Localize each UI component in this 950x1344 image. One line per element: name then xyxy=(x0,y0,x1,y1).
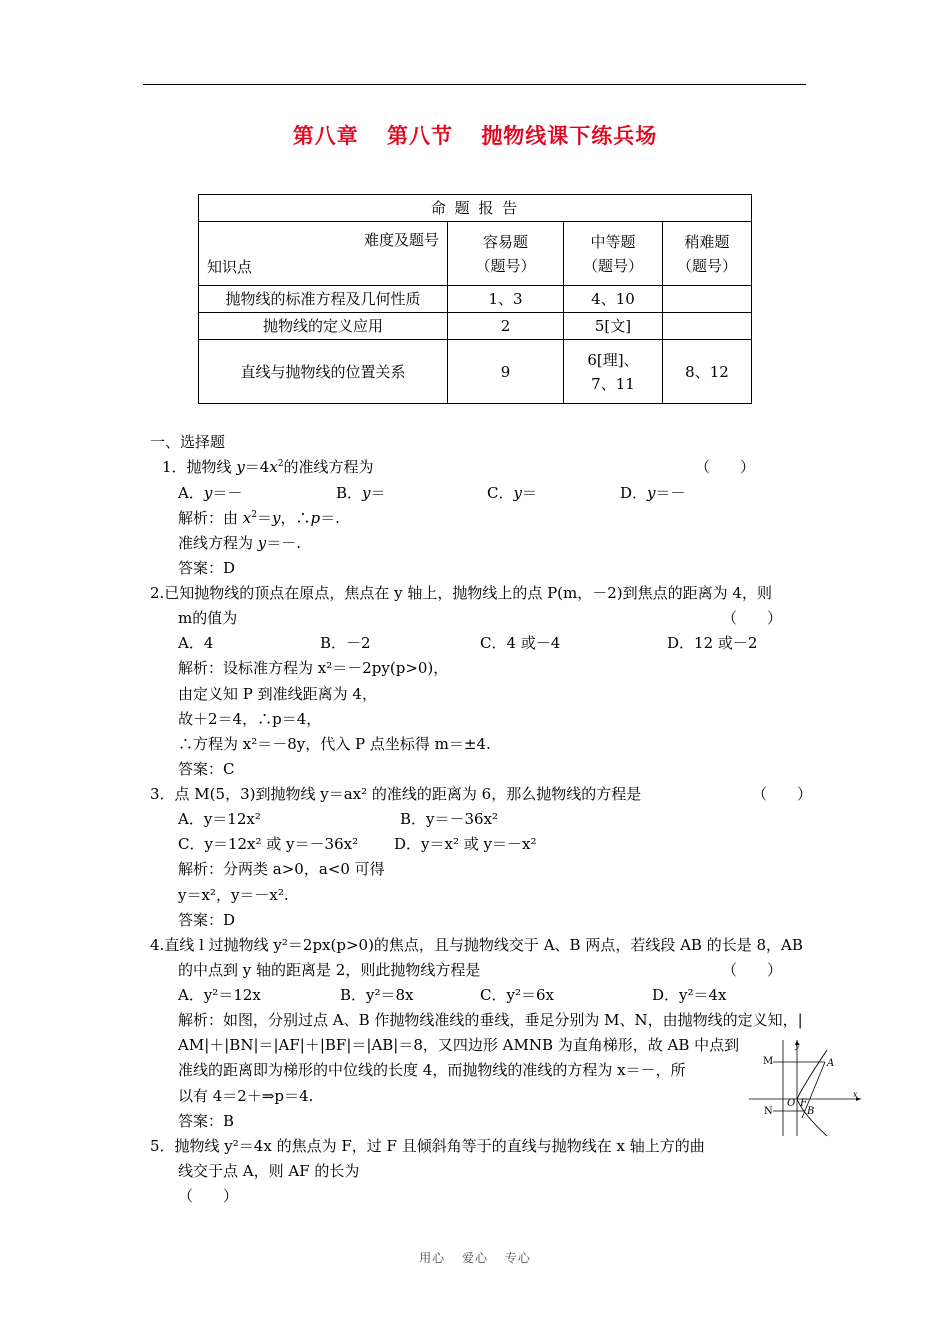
q2-solution-2: 由定义知 P 到准线距离为 4， xyxy=(178,685,377,703)
row-easy: 1、3 xyxy=(448,286,564,313)
footer-word-1: 用心 xyxy=(419,1251,446,1265)
col-easy-line2: （题号） xyxy=(475,256,536,275)
q4-option-c: C．y²＝6x xyxy=(480,986,554,1004)
q3-option-d: D．y＝x² 或 y＝－x² xyxy=(394,835,537,853)
label-b: B xyxy=(807,1106,815,1117)
section-title: 一、选择题 xyxy=(150,433,226,451)
q4-parabola-figure xyxy=(745,1036,865,1140)
q1-opt-b-label: B． xyxy=(336,484,363,502)
q4-option-b: B．y²＝8x xyxy=(340,986,414,1004)
row-hard: 8、12 xyxy=(663,340,752,404)
q3-bracket: （ ） xyxy=(752,785,813,803)
q3-option-b: B．y＝－36x² xyxy=(400,810,499,828)
row-medium: 5[文] xyxy=(564,313,663,340)
table-row xyxy=(199,340,752,404)
q4-solution-4: 以有 4＝2＋⇒p＝4. xyxy=(178,1087,314,1105)
q1-stem-b: ＝4 xyxy=(244,458,270,476)
q1-solution-1: 解析：由 $x^2=y$，∴p＝. xyxy=(178,509,340,527)
q2-answer: 答案：C xyxy=(178,760,235,778)
q3-option-c: C．y＝12x² 或 y＝－36x² xyxy=(178,835,359,853)
q1-opt-b-var: y xyxy=(362,484,371,502)
q1-stem-sup: 2 xyxy=(277,459,284,469)
q3-answer: 答案：D xyxy=(178,911,236,929)
q3-stem: 3．点 M(5，3)到抛物线 y＝ax² 的准线的距离为 6，那么抛物线的方程是 xyxy=(150,785,642,803)
q1-option-b xyxy=(336,483,386,503)
row-hard xyxy=(663,313,752,340)
q1-opt-a-var: y xyxy=(203,484,213,502)
q4-solution-1: 解析：如图，分别过点 A、B 作抛物线准线的垂线，垂足分别为 M、N，由抛物线的定义知，| xyxy=(178,1011,803,1029)
q2-solution-1: 解析：设标准方程为 x²＝－2py(p>0)， xyxy=(178,659,449,677)
q2-option-c: C．4 或－4 xyxy=(480,634,561,652)
q1-option-a xyxy=(178,483,242,503)
q3-solution-2: y＝x²，y＝－x². xyxy=(178,886,289,904)
q2-solution-4: ∴方程为 x²＝－8y，代入 P 点坐标得 m＝±4. xyxy=(178,735,491,753)
q1-sol1-c: ，∴ xyxy=(280,509,311,527)
q2-option-d: D．12 或－2 xyxy=(667,634,758,652)
q1-opt-c-val: ＝ xyxy=(521,484,537,502)
col-hard-line1: 稍难题 xyxy=(684,232,730,251)
corner-bottom-label: 知识点 xyxy=(207,258,253,276)
table-row xyxy=(199,286,752,313)
q1-opt-c-var: y xyxy=(513,484,522,502)
q2-option-b: B．－2 xyxy=(320,634,371,652)
q1-stem-a: 1．抛物线 xyxy=(162,458,237,476)
q1-sol2-a: 准线方程为 xyxy=(178,534,258,552)
q4-option-d: D．y²＝4x xyxy=(652,986,727,1004)
row-topic: 抛物线的定义应用 xyxy=(199,313,448,340)
q4-solution-2: AM|＋|BN|＝|AF|＋|BF|＝|AB|＝8，又四边形 AMNB 为直角梯形，故 AB 中点到 xyxy=(178,1036,740,1054)
col-header-medium xyxy=(564,222,663,286)
row-medium: 4、10 xyxy=(564,286,663,313)
q1-stem-var2: x xyxy=(269,458,278,476)
page-footer xyxy=(0,1249,950,1266)
q1-opt-d-val: ＝－ xyxy=(655,484,686,502)
q1-opt-b-val: ＝ xyxy=(370,484,386,502)
row-easy: 9 xyxy=(448,340,564,404)
q1-sol1-d: ＝. xyxy=(320,509,340,527)
label-f: F xyxy=(800,1098,807,1109)
q5-stem-line2: 线交于点 A，则 AF 的长为 xyxy=(178,1162,360,1180)
q2-bracket: （ ） xyxy=(722,609,783,627)
q1-opt-c-label: C． xyxy=(487,484,514,502)
q1-stem-var1: y xyxy=(236,458,245,476)
q1-stem xyxy=(162,457,374,477)
footer-word-3: 专心 xyxy=(504,1251,531,1265)
q2-stem-line1: 2.已知抛物线的顶点在原点，焦点在 y 轴上，抛物线上的点 P(m，－2)到焦点的距离为 4，则 xyxy=(150,584,772,602)
row-medium-line2: 7、11 xyxy=(591,374,635,393)
report-table xyxy=(198,194,752,404)
row-hard xyxy=(663,286,752,313)
q5-bracket: （ ） xyxy=(178,1187,239,1205)
col-medium-line2: （题号） xyxy=(582,256,643,275)
row-topic: 直线与抛物线的位置关系 xyxy=(199,340,448,404)
label-y: y xyxy=(795,1041,800,1050)
title-section: 第八节 xyxy=(387,123,453,148)
q4-answer: 答案：B xyxy=(178,1112,235,1130)
col-easy-line1: 容易题 xyxy=(482,232,528,251)
q1-stem-c: 的准线方程为 xyxy=(283,458,374,476)
q2-option-a: A．4 xyxy=(178,634,214,652)
label-m: M xyxy=(763,1056,774,1067)
col-header-hard xyxy=(663,222,752,286)
q1-opt-a-val: ＝－ xyxy=(212,484,243,502)
report-corner-cell xyxy=(199,222,448,286)
q1-bracket: （ ） xyxy=(695,458,756,476)
q4-stem-line1: 4.直线 l 过抛物线 y²＝2px(p>0)的焦点，且与抛物线交于 A、B 两点，若线段 AB 的长是 8，AB xyxy=(150,936,803,954)
label-a: A xyxy=(827,1058,835,1069)
q4-option-a: A．y²＝12x xyxy=(178,986,261,1004)
page-title xyxy=(0,120,950,150)
q1-opt-d-label: D． xyxy=(620,484,648,502)
col-medium-line1: 中等题 xyxy=(590,232,636,251)
q1-sol1-b: ＝ xyxy=(256,509,272,527)
corner-top-label: 难度及题号 xyxy=(363,231,439,249)
title-topic: 抛物线课下练兵场 xyxy=(481,123,658,148)
footer-word-2: 爱心 xyxy=(461,1251,488,1265)
q5-stem-line1: 5．抛物线 y²＝4x 的焦点为 F，过 F 且倾斜角等于的直线与抛物线在 x 轴上方的曲 xyxy=(150,1137,705,1155)
q4-solution-3: 准线的距离即为梯形的中位线的长度 4，而抛物线的准线的方程为 x＝－，所 xyxy=(178,1061,686,1079)
col-hard-line2: （题号） xyxy=(676,256,737,275)
q1-sol1-a: 解析：由 xyxy=(178,509,243,527)
col-header-easy xyxy=(448,222,564,286)
q1-option-d xyxy=(620,483,686,503)
title-chapter: 第八章 xyxy=(292,123,359,148)
row-medium xyxy=(564,340,663,404)
q1-opt-a-label: A． xyxy=(178,484,204,502)
q2-solution-3: 故＋2＝4，∴p＝4， xyxy=(178,710,322,728)
q1-solution-2: 准线方程为 y＝－. xyxy=(178,534,302,552)
q3-option-a: A．y＝12x² xyxy=(178,810,261,828)
q4-bracket: （ ） xyxy=(722,961,783,979)
report-caption: 命 题 报 告 xyxy=(199,195,752,222)
header-rule xyxy=(143,84,806,85)
row-easy: 2 xyxy=(448,313,564,340)
table-row xyxy=(199,313,752,340)
q1-option-c xyxy=(487,483,537,503)
label-n: N xyxy=(764,1106,773,1117)
row-topic: 抛物线的标准方程及几何性质 xyxy=(199,286,448,313)
q2-stem-line2: m的值为 xyxy=(178,609,238,627)
q1-answer: 答案：D xyxy=(178,559,236,577)
q1-opt-d-var: y xyxy=(647,484,656,502)
q4-stem-line2: 的中点到 y 轴的距离是 2，则此抛物线方程是 xyxy=(178,961,481,979)
q1-sol2-b: ＝－. xyxy=(266,534,302,552)
label-o: O xyxy=(787,1098,796,1109)
label-x: x xyxy=(853,1090,858,1099)
q3-solution-1: 解析：分两类 a>0，a<0 可得 xyxy=(178,860,385,878)
row-medium-line1: 6[理]、 xyxy=(587,350,639,369)
